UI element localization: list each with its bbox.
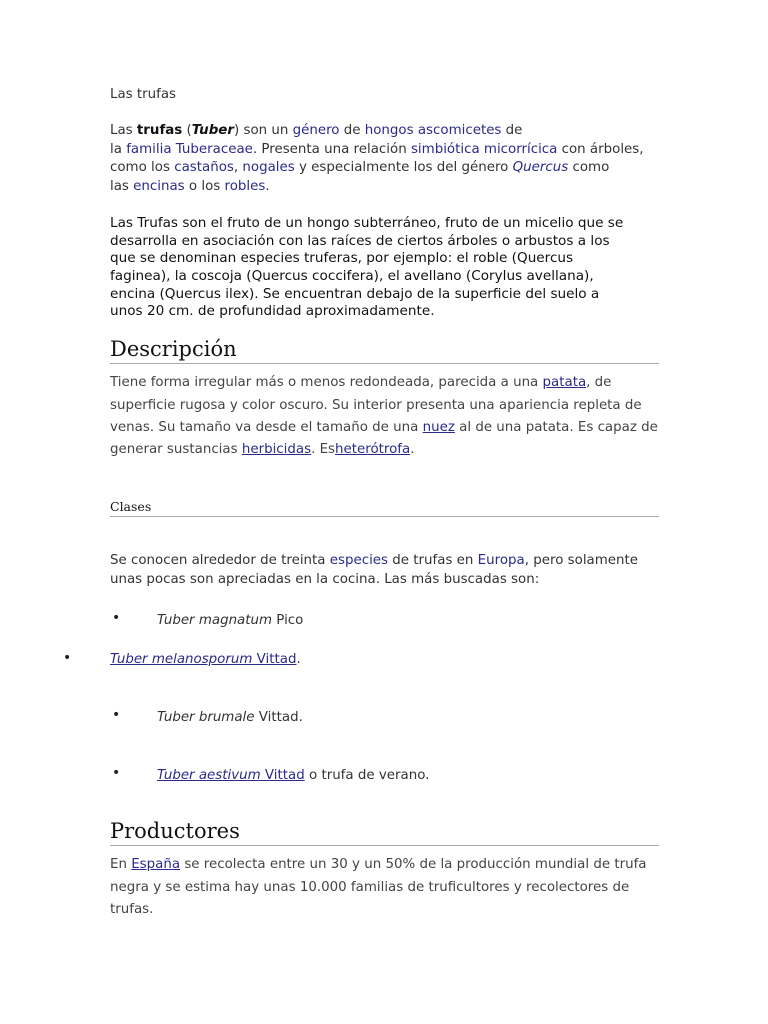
bullet-icon: • [63, 650, 72, 666]
link-simbiotica-micorricica[interactable]: simbiótica micorrícica [410, 142, 558, 157]
species-item-text: Tuber aestivum Vittad o trufa de verano. [157, 768, 430, 783]
link-especies[interactable]: especies [329, 553, 389, 568]
link-hongos-ascomicetes[interactable]: hongos ascomicetes [364, 123, 502, 138]
term-tuber: Tuber [191, 123, 234, 138]
species-item-text: Tuber brumale Vittad. [157, 710, 303, 725]
productores-line-1: En España se recolecta entre un 30 y un 50% de la producción mundial de trufa [110, 857, 647, 872]
paragraph-line: Las Trufas son el fruto de un hongo subterráneo, fruto de un micelio que se [110, 215, 624, 231]
page-title: Las trufas [110, 87, 177, 102]
link-herbicidas[interactable]: herbicidas [241, 442, 312, 457]
link-quercus[interactable]: Quercus [512, 160, 569, 175]
link-tuber-aestivum[interactable]: Tuber aestivum [157, 768, 261, 783]
link-nuez[interactable]: nuez [422, 420, 455, 435]
link-tuber-melanosporum[interactable]: Tuber melanosporum [110, 652, 253, 667]
link-europa[interactable]: Europa [477, 553, 525, 568]
link-patata[interactable]: patata [542, 375, 587, 390]
link-vittad[interactable]: Vittad [252, 652, 297, 667]
paragraph-line: desarrolla en asociación con las raíces de ciertos árboles o arbustos a los [110, 233, 610, 249]
section-heading-descripcion: Descripción [110, 336, 659, 364]
paragraph-line: unos 20 cm. de profundidad aproximadamente. [110, 303, 435, 319]
bullet-icon: • [112, 610, 121, 626]
link-nogales[interactable]: nogales [242, 160, 295, 175]
paragraph-line: que se denominan especies truferas, por ejemplo: el roble (Quercus [110, 250, 574, 266]
link-genero[interactable]: género [292, 123, 340, 138]
link-heterotrofa[interactable]: heterótrofa [335, 442, 411, 457]
descripcion-line-2: superficie rugosa y color oscuro. Su interior presenta una apariencia repleta de [110, 398, 642, 413]
term-trufas: trufas [136, 123, 183, 138]
section-heading-productores: Productores [110, 818, 659, 846]
paragraph-line: faginea), la coscoja (Quercus coccifera), el avellano (Corylus avellana), [110, 268, 594, 284]
link-robles[interactable]: robles [224, 179, 266, 194]
intro-line-3: como los castaños, nogales y especialmente los del género Quercus como [110, 160, 610, 175]
clases-line-2: unas pocas son apreciadas en la cocina. Las más buscadas son: [110, 572, 540, 587]
link-espana[interactable]: España [131, 857, 181, 872]
species-item-text: Tuber melanosporum Vittad. [110, 652, 301, 667]
bullet-icon: • [112, 765, 121, 781]
intro-line-2: la familia Tuberaceae. Presenta una relación simbiótica micorrícica con árboles, [110, 142, 644, 157]
productores-line-2: negra y se estima hay unas 10.000 familias de truficultores y recolectores de [110, 880, 630, 895]
intro-line-4: las encinas o los robles. [110, 179, 270, 194]
link-castanos[interactable]: castaños [174, 160, 234, 175]
species-item-text: Tuber magnatum Pico [157, 613, 304, 628]
intro-line-1: Las trufas (Tuber) son un género de hongos ascomicetes de [110, 123, 523, 138]
descripcion-line-4: generar sustancias herbicidas. Esheterótrofa. [110, 442, 415, 457]
clases-line-1: Se conocen alrededor de treinta especies de trufas en Europa, pero solamente [110, 553, 638, 568]
section-heading-clases: Clases [110, 499, 659, 517]
descripcion-line-1: Tiene forma irregular más o menos redondeada, parecida a una patata, de [110, 375, 612, 390]
link-encinas[interactable]: encinas [133, 179, 185, 194]
descripcion-line-3: venas. Su tamaño va desde el tamaño de una nuez al de una patata. Es capaz de [110, 420, 658, 435]
bullet-icon: • [112, 707, 121, 723]
link-vittad[interactable]: Vittad [260, 768, 305, 783]
link-familia-tuberaceae[interactable]: familia Tuberaceae [126, 142, 253, 157]
productores-line-3: trufas. [110, 902, 154, 917]
paragraph-line: encina (Quercus ilex). Se encuentran debajo de la superficie del suelo a [110, 286, 600, 302]
